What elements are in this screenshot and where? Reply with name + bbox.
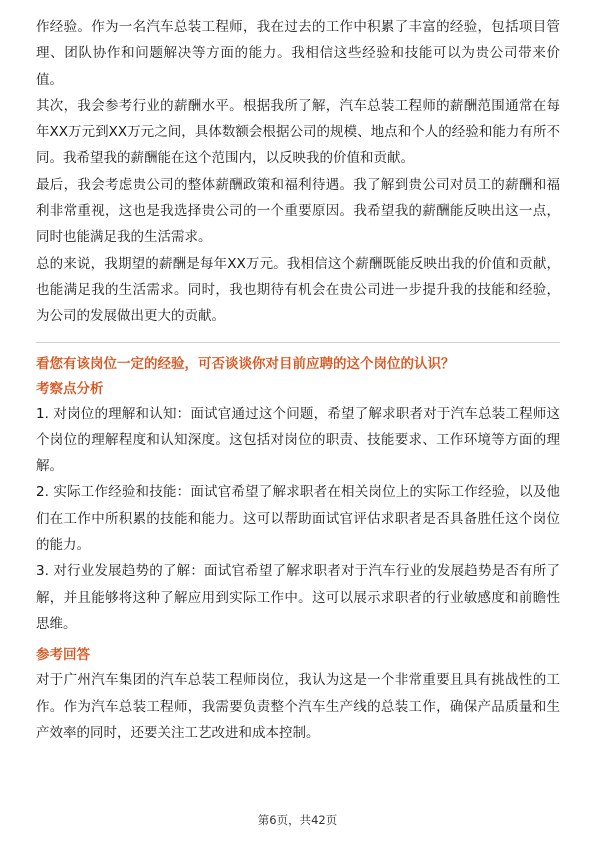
- section-divider: [36, 342, 560, 343]
- answer-heading: 参考回答: [36, 647, 90, 664]
- analysis-item-3: 3. 对行业发展趋势的了解：面试官希望了解求职者对于汽车行业的发展趋势是否有所了解，并且能够将这种了解应用到实际工作中。这可以展示求职者的行业敏感度和前瞻性思维。: [36, 563, 560, 632]
- interview-question: 看您有该岗位一定的经验，可否谈谈你对目前应聘的这个岗位的认识？: [36, 355, 455, 372]
- intro-paragraph-2: 其次，我会参考行业的薪酬水平。根据我所了解，汽车总装工程师的薪酬范围通常在每年XX万元到XX万元之间，具体数额会根据公司的规模、地点和个人的经验和能力有所不同。我希望我的薪酬能在这个范围内，以反映我的价值和贡献。: [36, 97, 560, 167]
- intro-paragraph-4: 总的来说，我期望的薪酬是每年XX万元。我相信这个薪酬既能反映出我的价值和贡献，也能满足我的生活需求。同时，我也期待有机会在贵公司进一步提升我的技能和经验，为公司的发展做出更大的贡献。: [36, 255, 560, 325]
- analysis-heading: 考察点分析: [36, 380, 104, 397]
- document-page: [36, 14, 560, 746]
- page-number: 第6页，共42页: [257, 813, 338, 827]
- answer-paragraph-1: 对于广州汽车集团的汽车总装工程师岗位，我认为这是一个非常重要且具有挑战性的工作。作为汽车总装工程师，我需要负责整个汽车生产线的总装工作，确保产品质量和生产效率的同时，还要关注工艺改进和成本控制。: [36, 672, 560, 741]
- analysis-item-2: 2. 实际工作经验和技能：面试官希望了解求职者在相关岗位上的实际工作经验，以及他们在工作中所积累的技能和能力。这可以帮助面试官评估求职者是否具备胜任这个岗位的能力。: [36, 484, 560, 554]
- intro-paragraph-1: 作经验。作为一名汽车总装工程师，我在过去的工作中积累了丰富的经验，包括项目管理、团队协作和问题解决等方面的能力。我相信这些经验和技能可以为贵公司带来价值。: [36, 19, 560, 88]
- analysis-item-1: 1. 对岗位的理解和认知：面试官通过这个问题，希望了解求职者对于汽车总装工程师这个岗位的理解程度和认知深度。这包括对岗位的职责、技能要求、工作环境等方面的理解。: [36, 405, 560, 475]
- intro-paragraph-3: 最后，我会考虑贵公司的整体薪酬政策和福利待遇。我了解到贵公司对员工的薪酬和福利非常重视，这也是我选择贵公司的一个重要原因。我希望我的薪酬能反映出这一点，同时也能满足我的生活需求。: [36, 176, 560, 246]
